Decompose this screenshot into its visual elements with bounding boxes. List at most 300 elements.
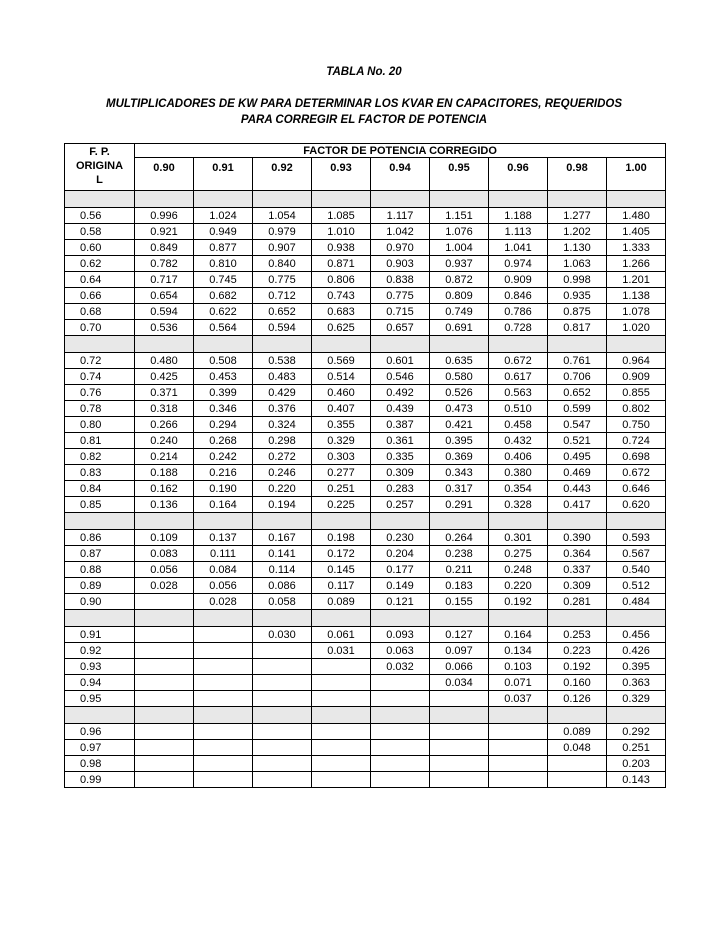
original-fp-cell: 0.72 [65, 353, 135, 369]
separator-cell [548, 610, 607, 627]
multiplier-cell: 0.264 [430, 530, 489, 546]
separator-cell [430, 707, 489, 724]
multiplier-cell: 0.355 [312, 417, 371, 433]
multiplier-cell [135, 659, 194, 675]
multiplier-cell: 0.406 [489, 449, 548, 465]
multiplier-cell: 0.594 [253, 320, 312, 336]
separator-cell [135, 336, 194, 353]
multiplier-cell: 0.037 [489, 691, 548, 707]
table-row [65, 724, 666, 740]
multiplier-cell: 0.277 [312, 465, 371, 481]
multiplier-cell: 1.188 [489, 208, 548, 224]
multiplier-cell: 0.712 [253, 288, 312, 304]
multiplier-cell [135, 772, 194, 788]
multiplier-cell: 0.399 [194, 385, 253, 401]
original-fp-cell: 0.60 [65, 240, 135, 256]
multiplier-cell: 0.117 [312, 578, 371, 594]
multiplier-cell: 0.460 [312, 385, 371, 401]
multiplier-cell: 0.298 [253, 433, 312, 449]
separator-cell [548, 336, 607, 353]
multiplier-cell [489, 756, 548, 772]
multiplier-cell: 0.324 [253, 417, 312, 433]
multiplier-cell: 0.921 [135, 224, 194, 240]
multiplier-cell: 0.495 [548, 449, 607, 465]
multiplier-cell: 1.024 [194, 208, 253, 224]
multiplier-cell: 0.387 [371, 417, 430, 433]
multiplier-cell: 0.164 [489, 627, 548, 643]
multiplier-cell: 0.840 [253, 256, 312, 272]
multiplier-cell: 0.214 [135, 449, 194, 465]
multiplier-cell: 0.203 [607, 756, 666, 772]
multiplier-cell: 0.429 [253, 385, 312, 401]
header-corrected-label: FACTOR DE POTENCIA CORREGIDO [135, 144, 666, 158]
multiplier-cell: 0.809 [430, 288, 489, 304]
multiplier-cell: 0.268 [194, 433, 253, 449]
multiplier-cell: 0.935 [548, 288, 607, 304]
multiplier-cell: 0.652 [253, 304, 312, 320]
multiplier-cell: 1.010 [312, 224, 371, 240]
multiplier-cell: 0.567 [607, 546, 666, 562]
multiplier-cell: 0.743 [312, 288, 371, 304]
multiplier-cell: 0.492 [371, 385, 430, 401]
original-fp-cell: 0.97 [65, 740, 135, 756]
multiplier-cell [312, 756, 371, 772]
multiplier-cell [194, 627, 253, 643]
multiplier-cell: 0.225 [312, 497, 371, 513]
table-row [65, 369, 666, 385]
original-fp-cell: 0.76 [65, 385, 135, 401]
original-fp-cell: 0.87 [65, 546, 135, 562]
table-row [65, 288, 666, 304]
multiplier-cell: 0.361 [371, 433, 430, 449]
multiplier-cell: 0.715 [371, 304, 430, 320]
multiplier-cell: 0.354 [489, 481, 548, 497]
original-fp-cell: 0.85 [65, 497, 135, 513]
multiplier-cell: 0.028 [194, 594, 253, 610]
separator-cell [194, 191, 253, 208]
table-row [65, 594, 666, 610]
original-fp-cell: 0.58 [65, 224, 135, 240]
multiplier-cell: 0.682 [194, 288, 253, 304]
multiplier-cell: 1.042 [371, 224, 430, 240]
multiplier-cell: 0.056 [194, 578, 253, 594]
multiplier-cell: 0.514 [312, 369, 371, 385]
table-row [65, 417, 666, 433]
separator-cell [607, 707, 666, 724]
separator-cell [135, 191, 194, 208]
multiplier-cell [430, 772, 489, 788]
header-column: 0.90 [135, 158, 194, 191]
multiplier-cell: 0.317 [430, 481, 489, 497]
multiplier-cell: 0.346 [194, 401, 253, 417]
multiplier-cell: 0.103 [489, 659, 548, 675]
multiplier-cell: 0.058 [253, 594, 312, 610]
group-separator-row [65, 513, 666, 530]
multiplier-cell: 0.421 [430, 417, 489, 433]
multiplier-cell: 0.172 [312, 546, 371, 562]
header-column: 0.96 [489, 158, 548, 191]
multiplier-cell: 0.909 [489, 272, 548, 288]
table-row [65, 546, 666, 562]
multiplier-cell: 0.395 [607, 659, 666, 675]
multiplier-cell: 0.093 [371, 627, 430, 643]
multiplier-cell: 0.425 [135, 369, 194, 385]
multiplier-cell: 0.291 [430, 497, 489, 513]
multiplier-cell: 0.786 [489, 304, 548, 320]
original-fp-cell: 0.84 [65, 481, 135, 497]
separator-cell [135, 707, 194, 724]
separator-cell [430, 610, 489, 627]
separator-cell [430, 513, 489, 530]
multiplier-cell: 0.810 [194, 256, 253, 272]
original-fp-cell: 0.90 [65, 594, 135, 610]
multiplier-cell: 0.111 [194, 546, 253, 562]
multiplier-cell: 0.775 [371, 288, 430, 304]
separator-cell [548, 513, 607, 530]
multiplier-cell: 0.177 [371, 562, 430, 578]
multiplier-cell: 0.417 [548, 497, 607, 513]
separator-cell [194, 610, 253, 627]
multiplier-cell [194, 643, 253, 659]
original-fp-cell: 0.93 [65, 659, 135, 675]
multiplier-cell: 1.266 [607, 256, 666, 272]
original-fp-cell: 0.82 [65, 449, 135, 465]
multiplier-cell [194, 659, 253, 675]
multiplier-cell [194, 724, 253, 740]
multiplier-cell: 0.294 [194, 417, 253, 433]
multiplier-cell: 1.085 [312, 208, 371, 224]
multiplier-cell [135, 724, 194, 740]
multiplier-cell: 0.071 [489, 675, 548, 691]
multiplier-cell: 0.974 [489, 256, 548, 272]
table-row [65, 675, 666, 691]
table-row [65, 659, 666, 675]
multiplier-cell: 1.117 [371, 208, 430, 224]
separator-cell [371, 610, 430, 627]
multiplier-cell: 0.164 [194, 497, 253, 513]
multiplier-cell: 0.089 [548, 724, 607, 740]
multiplier-cell [371, 756, 430, 772]
multiplier-cell: 0.806 [312, 272, 371, 288]
multiplier-cell: 1.078 [607, 304, 666, 320]
multiplier-cell [194, 675, 253, 691]
table-row [65, 643, 666, 659]
multiplier-cell: 0.407 [312, 401, 371, 417]
original-fp-cell: 0.92 [65, 643, 135, 659]
table-row [65, 272, 666, 288]
multiplier-cell: 1.076 [430, 224, 489, 240]
header-column: 0.98 [548, 158, 607, 191]
multiplier-cell: 0.563 [489, 385, 548, 401]
multiplier-cell: 0.248 [489, 562, 548, 578]
multiplier-cell: 0.380 [489, 465, 548, 481]
multiplier-cell: 1.130 [548, 240, 607, 256]
multiplier-cell [135, 627, 194, 643]
separator-cell [548, 191, 607, 208]
header-column: 1.00 [607, 158, 666, 191]
multiplier-cell: 0.443 [548, 481, 607, 497]
multiplier-cell: 0.145 [312, 562, 371, 578]
separator-cell [607, 513, 666, 530]
original-fp-cell: 0.99 [65, 772, 135, 788]
separator-cell [607, 610, 666, 627]
multiplier-cell: 0.230 [371, 530, 430, 546]
multiplier-cell: 0.238 [430, 546, 489, 562]
multiplier-cell: 0.698 [607, 449, 666, 465]
multiplier-cell [312, 675, 371, 691]
original-fp-cell: 0.88 [65, 562, 135, 578]
table-row [65, 256, 666, 272]
multiplier-cell [371, 675, 430, 691]
multiplier-cell: 0.761 [548, 353, 607, 369]
table-row [65, 208, 666, 224]
multiplier-cell: 0.426 [607, 643, 666, 659]
multiplier-cell [430, 740, 489, 756]
multiplier-cell: 0.838 [371, 272, 430, 288]
multiplier-cell: 0.121 [371, 594, 430, 610]
multiplier-cell: 0.617 [489, 369, 548, 385]
original-fp-cell: 0.78 [65, 401, 135, 417]
multiplier-cell: 0.510 [489, 401, 548, 417]
multiplier-cell: 0.683 [312, 304, 371, 320]
table-row [65, 530, 666, 546]
multiplier-cell: 0.453 [194, 369, 253, 385]
separator-cell [548, 707, 607, 724]
multiplier-cell: 0.194 [253, 497, 312, 513]
separator-cell [312, 336, 371, 353]
multiplier-cell: 0.646 [607, 481, 666, 497]
multiplier-cell: 1.138 [607, 288, 666, 304]
multiplier-cell: 0.855 [607, 385, 666, 401]
multiplier-cell [253, 740, 312, 756]
separator-cell [607, 191, 666, 208]
multiplier-cell: 0.996 [135, 208, 194, 224]
multiplier-cell [135, 675, 194, 691]
multiplier-cell [489, 740, 548, 756]
separator-cell [65, 336, 135, 353]
separator-cell [607, 336, 666, 353]
multiplier-cell: 0.137 [194, 530, 253, 546]
multiplier-cell: 0.192 [489, 594, 548, 610]
separator-cell [489, 707, 548, 724]
multiplier-cell [253, 772, 312, 788]
multiplier-cell: 0.938 [312, 240, 371, 256]
multiplier-cell: 0.167 [253, 530, 312, 546]
separator-cell [430, 191, 489, 208]
multiplier-cell [194, 740, 253, 756]
multiplier-cell: 0.622 [194, 304, 253, 320]
multiplier-cell: 0.717 [135, 272, 194, 288]
multiplier-cell: 0.998 [548, 272, 607, 288]
multiplier-cell: 0.343 [430, 465, 489, 481]
header-column: 0.93 [312, 158, 371, 191]
original-fp-cell: 0.98 [65, 756, 135, 772]
multiplier-cell: 0.652 [548, 385, 607, 401]
multiplier-cell: 0.030 [253, 627, 312, 643]
multiplier-cell: 0.369 [430, 449, 489, 465]
multiplier-cell: 0.028 [135, 578, 194, 594]
multiplier-cell: 0.309 [548, 578, 607, 594]
multiplier-cell: 0.536 [135, 320, 194, 336]
multiplier-cell: 0.162 [135, 481, 194, 497]
multiplier-cell: 0.458 [489, 417, 548, 433]
multiplier-cell [135, 691, 194, 707]
multiplier-cell: 0.127 [430, 627, 489, 643]
multiplier-cell [135, 594, 194, 610]
multiplier-cell: 0.283 [371, 481, 430, 497]
multiplier-cell: 0.251 [607, 740, 666, 756]
original-fp-cell: 0.83 [65, 465, 135, 481]
multiplier-cell [430, 724, 489, 740]
group-separator-row [65, 610, 666, 627]
table-row [65, 497, 666, 513]
separator-cell [194, 707, 253, 724]
table-row [65, 449, 666, 465]
multiplier-cell [371, 740, 430, 756]
table-row [65, 481, 666, 497]
multiplier-cell: 0.691 [430, 320, 489, 336]
multiplier-cell [253, 675, 312, 691]
multiplier-cell: 0.599 [548, 401, 607, 417]
original-fp-cell: 0.70 [65, 320, 135, 336]
multiplier-cell: 0.473 [430, 401, 489, 417]
multiplier-cell: 0.134 [489, 643, 548, 659]
table-row [65, 385, 666, 401]
multiplier-cell: 0.849 [135, 240, 194, 256]
multiplier-cell [371, 724, 430, 740]
multiplier-cell: 0.160 [548, 675, 607, 691]
multiplier-cell [312, 740, 371, 756]
original-fp-cell: 0.74 [65, 369, 135, 385]
multiplier-cell: 0.538 [253, 353, 312, 369]
multiplier-cell [430, 756, 489, 772]
multiplier-cell: 0.083 [135, 546, 194, 562]
multiplier-cell: 0.907 [253, 240, 312, 256]
multiplier-cell: 0.335 [371, 449, 430, 465]
header-fp-line-1: F. P. [89, 146, 110, 158]
multiplier-cell: 0.303 [312, 449, 371, 465]
multiplier-cell: 0.432 [489, 433, 548, 449]
separator-cell [489, 191, 548, 208]
multiplier-cell: 0.949 [194, 224, 253, 240]
multiplier-cell: 1.405 [607, 224, 666, 240]
multiplier-cell: 0.084 [194, 562, 253, 578]
multiplier-cell: 0.672 [607, 465, 666, 481]
separator-cell [371, 513, 430, 530]
multiplier-cell [135, 643, 194, 659]
header-column: 0.92 [253, 158, 312, 191]
multiplier-cell: 0.048 [548, 740, 607, 756]
multiplier-cell: 0.872 [430, 272, 489, 288]
original-fp-cell: 0.56 [65, 208, 135, 224]
multiplier-cell: 0.211 [430, 562, 489, 578]
multiplier-cell: 0.903 [371, 256, 430, 272]
group-separator-row [65, 707, 666, 724]
group-separator-row [65, 336, 666, 353]
multiplier-cell: 0.114 [253, 562, 312, 578]
table-row [65, 224, 666, 240]
multiplier-cell: 0.251 [312, 481, 371, 497]
multiplier-cell: 0.469 [548, 465, 607, 481]
table-row [65, 401, 666, 417]
multiplier-cell: 0.979 [253, 224, 312, 240]
separator-cell [65, 707, 135, 724]
original-fp-cell: 0.89 [65, 578, 135, 594]
multiplier-cell: 0.066 [430, 659, 489, 675]
multiplier-cell: 0.089 [312, 594, 371, 610]
multiplier-cell [371, 772, 430, 788]
power-factor-table [64, 143, 666, 788]
multiplier-cell: 0.564 [194, 320, 253, 336]
multiplier-cell: 0.242 [194, 449, 253, 465]
multiplier-cell [135, 756, 194, 772]
multiplier-cell: 0.032 [371, 659, 430, 675]
header-column: 0.91 [194, 158, 253, 191]
multiplier-cell: 0.309 [371, 465, 430, 481]
multiplier-cell: 0.371 [135, 385, 194, 401]
multiplier-cell: 0.364 [548, 546, 607, 562]
multiplier-cell: 0.508 [194, 353, 253, 369]
multiplier-cell: 0.846 [489, 288, 548, 304]
multiplier-cell: 0.109 [135, 530, 194, 546]
multiplier-cell: 0.141 [253, 546, 312, 562]
separator-cell [371, 707, 430, 724]
multiplier-cell [430, 691, 489, 707]
multiplier-cell: 1.054 [253, 208, 312, 224]
table-title: TABLA No. 20 [326, 66, 402, 78]
multiplier-cell: 0.190 [194, 481, 253, 497]
original-fp-cell: 0.96 [65, 724, 135, 740]
multiplier-cell: 0.220 [253, 481, 312, 497]
multiplier-cell [312, 691, 371, 707]
original-fp-cell: 0.81 [65, 433, 135, 449]
multiplier-cell: 0.318 [135, 401, 194, 417]
separator-cell [371, 336, 430, 353]
multiplier-cell [548, 756, 607, 772]
multiplier-cell: 1.113 [489, 224, 548, 240]
multiplier-cell: 0.480 [135, 353, 194, 369]
original-fp-cell: 0.64 [65, 272, 135, 288]
multiplier-cell: 0.223 [548, 643, 607, 659]
multiplier-cell: 1.020 [607, 320, 666, 336]
multiplier-cell: 0.034 [430, 675, 489, 691]
multiplier-cell: 0.328 [489, 497, 548, 513]
multiplier-cell: 0.817 [548, 320, 607, 336]
multiplier-cell: 0.192 [548, 659, 607, 675]
multiplier-cell: 0.569 [312, 353, 371, 369]
multiplier-cell: 0.266 [135, 417, 194, 433]
multiplier-cell: 0.056 [135, 562, 194, 578]
separator-cell [312, 707, 371, 724]
multiplier-cell: 1.063 [548, 256, 607, 272]
multiplier-cell: 0.281 [548, 594, 607, 610]
multiplier-cell: 0.149 [371, 578, 430, 594]
multiplier-cell: 0.086 [253, 578, 312, 594]
multiplier-cell: 0.257 [371, 497, 430, 513]
multiplier-cell: 0.216 [194, 465, 253, 481]
separator-cell [430, 336, 489, 353]
subtitle-line-1: MULTIPLICADORES DE KW PARA DETERMINAR LOS KVAR EN CAPACITORES, REQUERIDOS [105, 98, 623, 110]
table-row [65, 465, 666, 481]
multiplier-cell: 0.654 [135, 288, 194, 304]
separator-cell [312, 513, 371, 530]
multiplier-cell: 0.155 [430, 594, 489, 610]
multiplier-cell: 0.198 [312, 530, 371, 546]
multiplier-cell: 0.580 [430, 369, 489, 385]
multiplier-cell [194, 691, 253, 707]
table-body [65, 191, 666, 788]
multiplier-cell: 0.363 [607, 675, 666, 691]
